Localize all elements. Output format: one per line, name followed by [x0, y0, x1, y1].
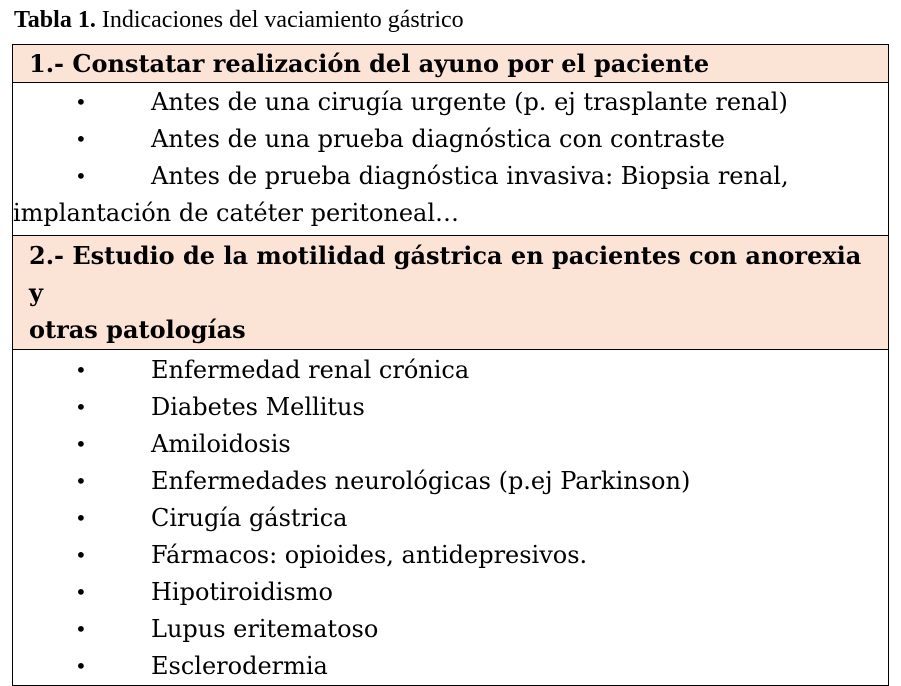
list-item [75, 648, 878, 685]
list-item [75, 121, 878, 158]
list-item [75, 426, 878, 463]
list-item-text: Antes de una cirugía urgente (p. ej trasplante renal) [151, 88, 788, 116]
list-item-text: Lupus eritematoso [151, 615, 379, 643]
indications-table [12, 44, 889, 686]
list-item-wrapped [75, 158, 878, 195]
list-item-text: Hipotiroidismo [151, 578, 333, 606]
section-1-list [13, 83, 888, 236]
table-title: Indicaciones del vaciamiento gástrico [101, 7, 464, 33]
bullet-icon: • [75, 90, 87, 114]
section-2-heading-line1: 2.- Estudio de la motilidad gástrica en pacientes con anorexia y [29, 241, 862, 307]
list-item-text: Enfermedades neurológicas (p.ej Parkinson) [151, 467, 691, 495]
table-number: Tabla 1. [14, 7, 96, 33]
section-2-list [13, 350, 888, 685]
list-item [75, 84, 878, 121]
section-2-heading-line2: otras patologías [29, 315, 246, 344]
list-item [75, 611, 878, 648]
bullet-icon: • [75, 469, 87, 493]
list-item-text: Enfermedad renal crónica [151, 356, 470, 384]
list-item-text: Antes de una prueba diagnóstica con contraste [151, 125, 725, 153]
bullet-icon: • [75, 654, 87, 678]
bullet-icon: • [75, 127, 87, 151]
list-item-continuation [13, 195, 878, 232]
list-item-text: Amiloidosis [151, 430, 291, 458]
bullet-icon: • [75, 432, 87, 456]
list-item [75, 389, 878, 426]
list-item-text-line2: implantación de catéter peritoneal… [13, 199, 460, 227]
section-1-heading: 1.- Constatar realización del ayuno por el paciente [13, 45, 888, 83]
list-item [75, 500, 878, 537]
bullet-icon: • [75, 395, 87, 419]
bullet-icon: • [75, 506, 87, 530]
bullet-icon: • [75, 358, 87, 382]
list-item [75, 352, 878, 389]
list-item [75, 574, 878, 611]
list-item-text: Cirugía gástrica [151, 504, 348, 532]
list-item [75, 537, 878, 574]
bullet-icon: • [75, 543, 87, 567]
list-item-text: Fármacos: opioides, antidepresivos. [151, 541, 588, 569]
list-item-text-line1: Antes de prueba diagnóstica invasiva: Biopsia renal, [151, 162, 789, 190]
bullet-icon: • [75, 617, 87, 641]
list-item-text: Esclerodermia [151, 652, 328, 680]
list-item-text: Diabetes Mellitus [151, 393, 365, 421]
bullet-icon: • [75, 580, 87, 604]
section-2-heading [13, 236, 888, 350]
list-item [75, 463, 878, 500]
bullet-icon: • [75, 164, 87, 188]
table-caption [14, 4, 464, 36]
